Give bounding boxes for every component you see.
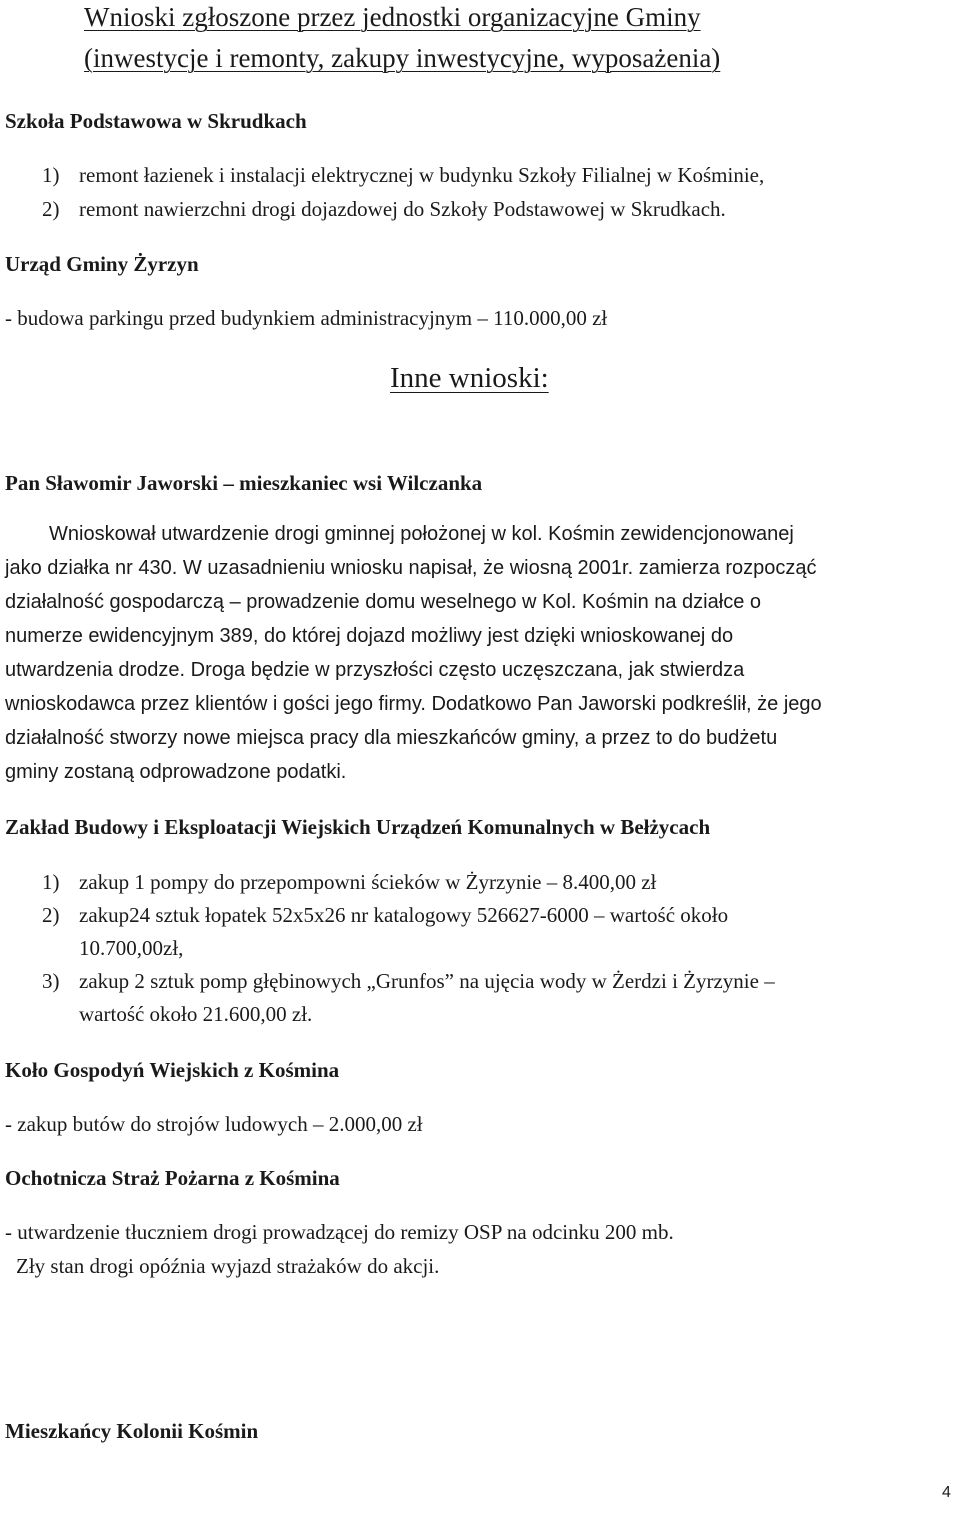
document-title-line-1: Wnioski zgłoszone przez jednostki organizacyjne Gminy [84, 2, 701, 32]
jaworski-paragraph-line-6: wnioskodawca przez klientów i gości jego firmy. Dodatkowo Pan Jaworski podkreślił, że jego [5, 693, 822, 715]
jaworski-paragraph-line-1: Wnioskował utwardzenie drogi gminnej położonej w kol. Kośmin zewidencjonowanej [49, 523, 794, 545]
jaworski-paragraph-line-5: utwardzenia drodze. Droga będzie w przyszłości często uczęszczana, jak stwierdza [5, 659, 745, 681]
item-number: 3) [42, 969, 60, 993]
osp-item-line-2: Zły stan drogi opóźnia wyjazd strażaków do akcji. [16, 1254, 440, 1278]
item-text: wartość około 21.600,00 zł. [79, 1002, 313, 1026]
item-text: zakup 1 pompy do przepompowni ścieków w Żyrzynie – 8.400,00 zł [79, 870, 657, 894]
jaworski-paragraph-line-3: działalność gospodarczą – prowadzenie domu weselnego w Kol. Kośmin na działce o [5, 591, 761, 613]
school-item-1 [42, 163, 764, 188]
zbieuk-item-1 [42, 870, 656, 895]
other-requests-heading: Inne wnioski: [390, 362, 549, 394]
item-text: zakup 2 sztuk pomp głębinowych „Grunfos” na ujęcia wody w Żerdzi i Żyrzynie – [79, 969, 775, 993]
jaworski-heading: Pan Sławomir Jaworski – mieszkaniec wsi Wilczanka [5, 471, 483, 495]
item-number: 1) [42, 870, 60, 894]
osp-item-line-1: - utwardzenie tłuczniem drogi prowadzącej do remizy OSP na odcinku 200 mb. [5, 1220, 674, 1244]
item-number: 2) [42, 197, 60, 221]
school-item-2 [42, 197, 726, 222]
document-title-line-2: (inwestycje i remonty, zakupy inwestycyjne, wyposażenia) [84, 43, 721, 73]
kgw-heading: Koło Gospodyń Wiejskich z Kośmina [5, 1058, 340, 1082]
zbieuk-item-3-cont [42, 1002, 312, 1027]
item-number: 2) [42, 903, 60, 927]
item-text: remont nawierzchni drogi dojazdowej do Szkoły Podstawowej w Skrudkach. [79, 197, 726, 221]
residents-heading: Mieszkańcy Kolonii Kośmin [5, 1419, 259, 1443]
jaworski-paragraph-line-7: działalność stworzy nowe miejsca pracy dla mieszkańców gminy, a przez to do budżetu [5, 727, 778, 749]
zbieuk-heading: Zakład Budowy i Eksploatacji Wiejskich Urządzeń Komunalnych w Bełżycach [5, 815, 711, 839]
office-heading: Urząd Gminy Żyrzyn [5, 252, 199, 276]
zbieuk-item-2-cont [42, 936, 183, 961]
zbieuk-item-3 [42, 969, 775, 994]
item-number: 1) [42, 163, 60, 187]
kgw-item: - zakup butów do strojów ludowych – 2.000,00 zł [5, 1112, 423, 1136]
jaworski-paragraph-line-8: gminy zostaną odprowadzone podatki. [5, 761, 347, 783]
school-heading: Szkoła Podstawowa w Skrudkach [5, 109, 307, 133]
item-text: 10.700,00zł, [79, 936, 184, 960]
jaworski-paragraph-line-4: numerze ewidencyjnym 389, do której dojazd możliwy jest dzięki wnioskowanej do [5, 625, 734, 647]
item-text: remont łazienek i instalacji elektrycznej w budynku Szkoły Filialnej w Kośminie, [79, 163, 765, 187]
item-text: zakup24 sztuk łopatek 52x5x26 nr katalogowy 526627-6000 – wartość około [79, 903, 729, 927]
osp-heading: Ochotnicza Straż Pożarna z Kośmina [5, 1166, 340, 1190]
zbieuk-item-2 [42, 903, 728, 928]
page-number: 4 [942, 1484, 951, 1501]
jaworski-paragraph-line-2: jako działka nr 430. W uzasadnieniu wniosku napisał, że wiosną 2001r. zamierza rozpocząć [5, 557, 817, 579]
office-item: - budowa parkingu przed budynkiem administracyjnym – 110.000,00 zł [5, 306, 608, 330]
